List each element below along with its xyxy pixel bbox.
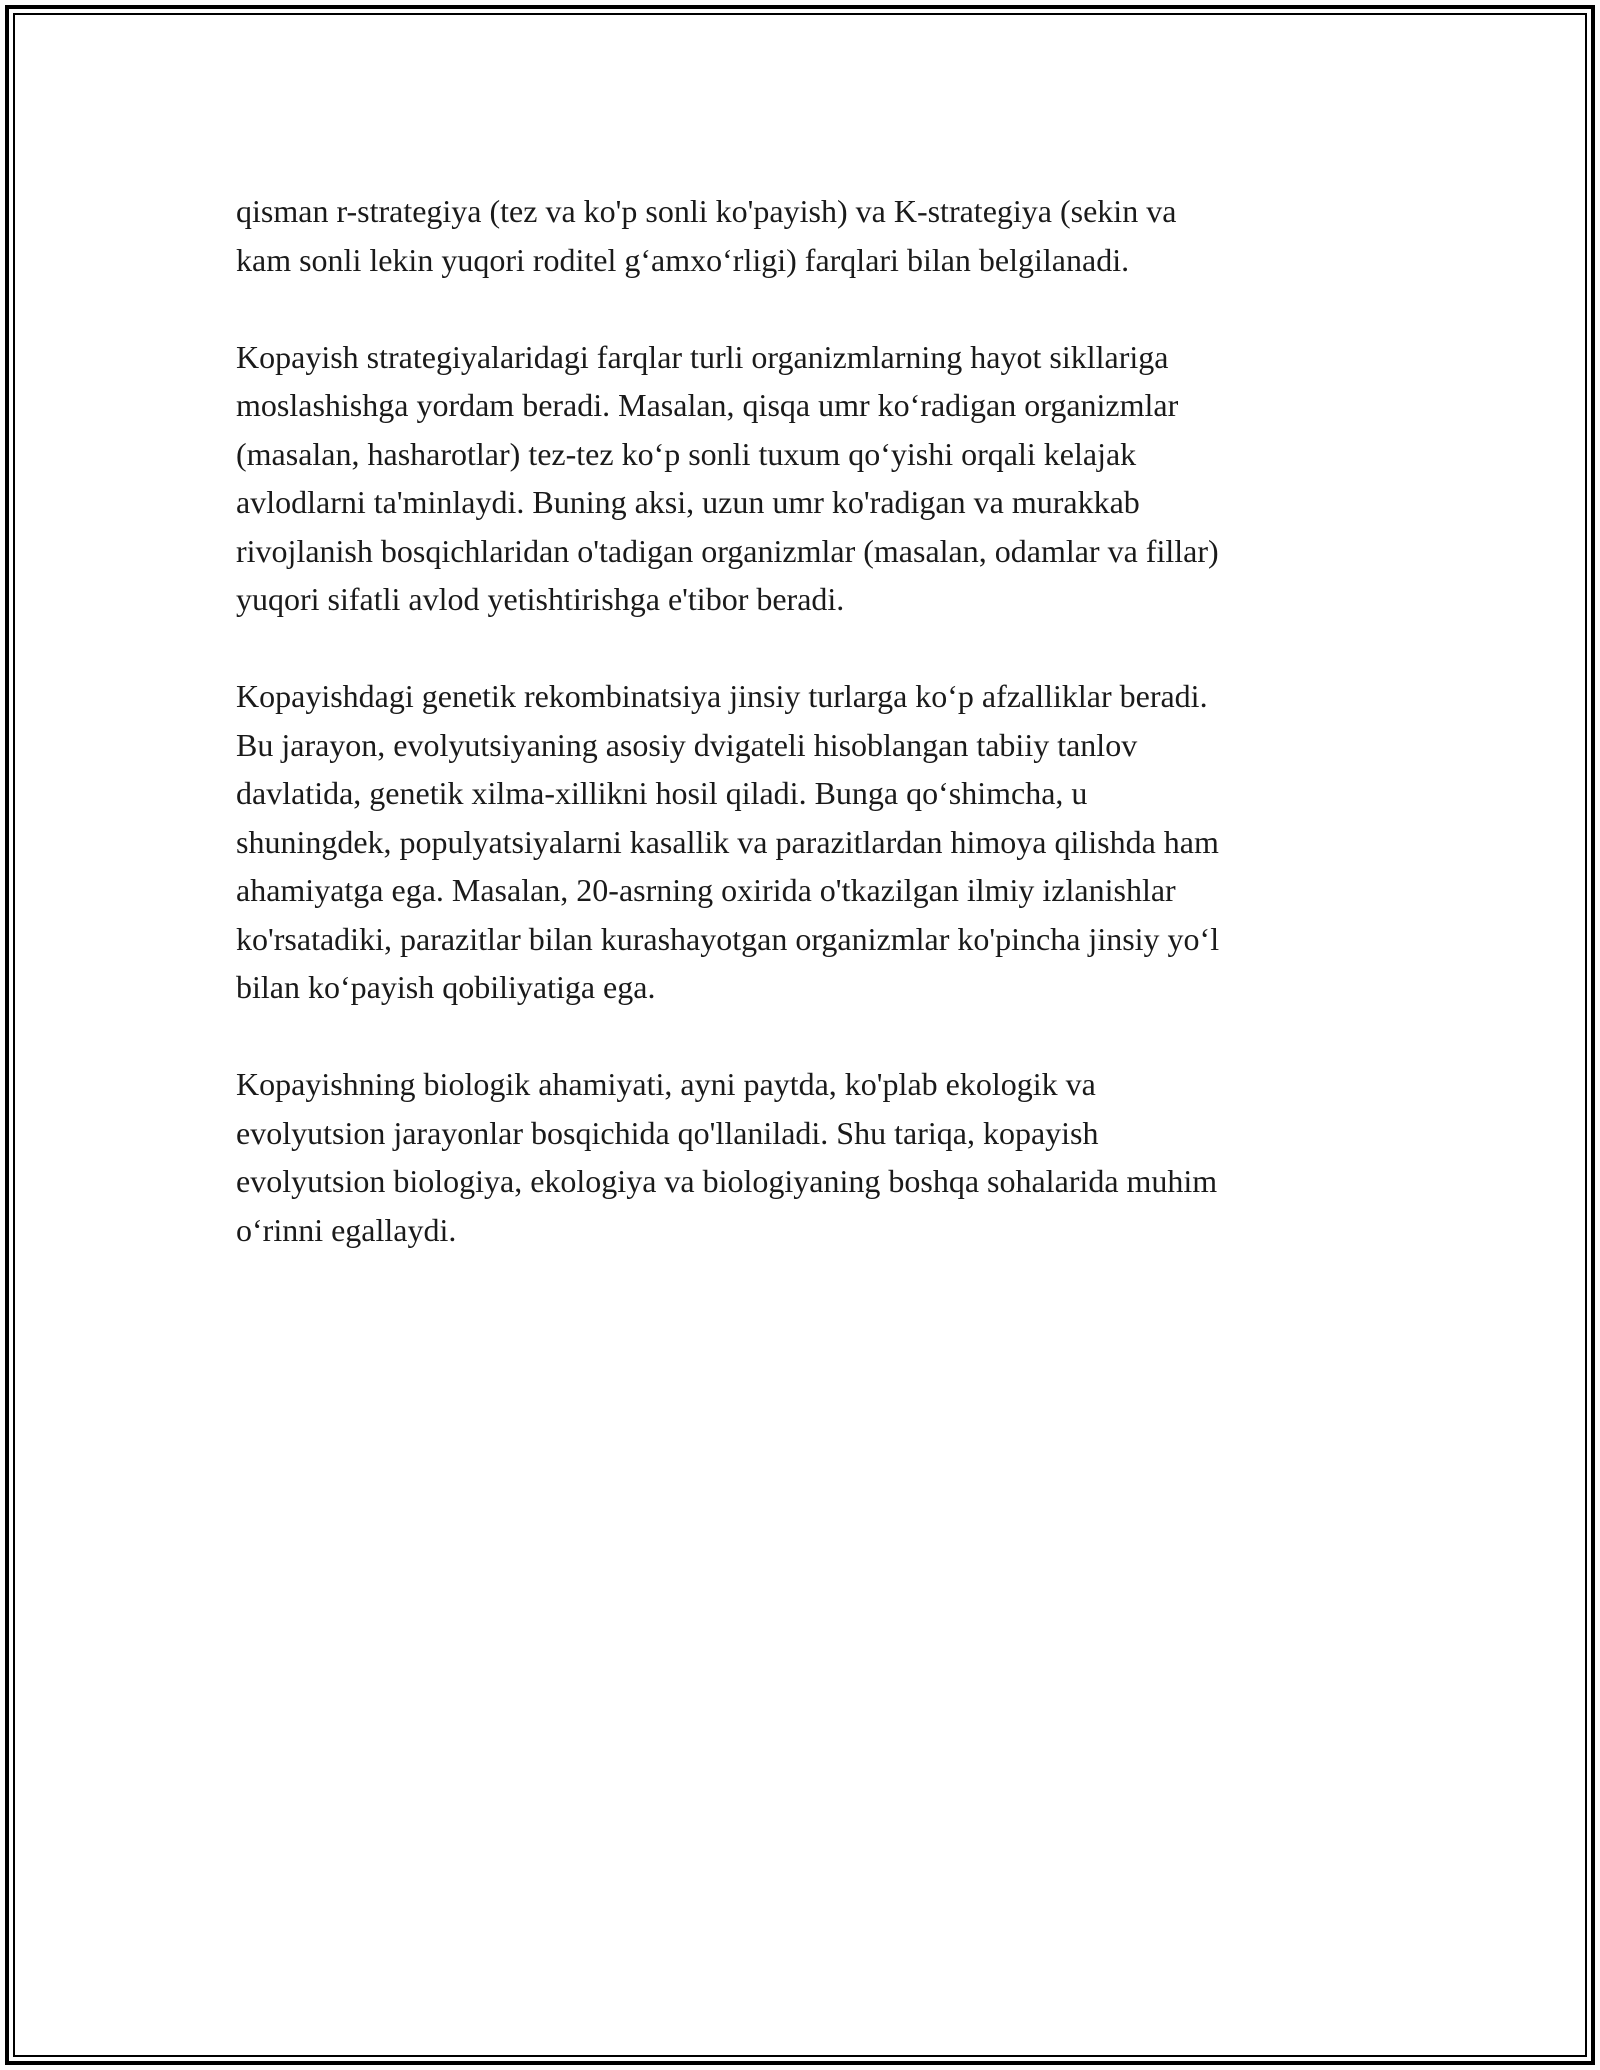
paragraph-4: Kopayishning biologik ahamiyati, ayni paytda, ko'plab ekologik va evolyutsion jarayonlar bosqichida qo'llaniladi. Shu tariqa, kopayish evolyutsion biologiya, ekologiya va biologiyaning boshqa sohalarida muhim o‘rinni egallaydi. (236, 1066, 1218, 1248)
document-body (236, 187, 1386, 1303)
paragraph-1: qisman r-strategiya (tez va ko'p sonli ko'payish) va K-strategiya (sekin va kam sonli lekin yuqori roditel g‘amxo‘rligi) farqlari bilan belgilanadi. (236, 193, 1177, 278)
paragraph-3: Kopayishdagi genetik rekombinatsiya jinsiy turlarga ko‘p afzalliklar beradi. Bu jarayon, evolyutsiyaning asosiy dvigateli hisoblangan tabiiy tanlov davlatida, genetik xilma-xillikni hosil qiladi. Bunga qo‘shimcha, u shuningdek, populyatsiyalarni kasallik va parazitlardan himoya qilishda ham ahamiyatga ega. Masalan, 20-asrning oxirida o'tkazilgan ilmiy izlanishlar ko'rsatadiki, parazitlar bilan kurashayotgan organizmlar ko'pincha jinsiy yo‘l bilan ko‘payish qobiliyatiga ega. (236, 678, 1220, 1005)
paragraph-2: Kopayish strategiyalaridagi farqlar turli organizmlarning hayot sikllariga moslashishga yordam beradi. Masalan, qisqa umr ko‘radigan organizmlar (masalan, hasharotlar) tez-tez ko‘p sonli tuxum qo‘yishi orqali kelajak avlodlarni ta'minlaydi. Buning aksi, uzun umr ko'radigan va murakkab rivojlanish bosqichlaridan o'tadigan organizmlar (masalan, odamlar va fillar) yuqori sifatli avlod yetishtirishga e'tibor beradi. (236, 338, 1219, 617)
